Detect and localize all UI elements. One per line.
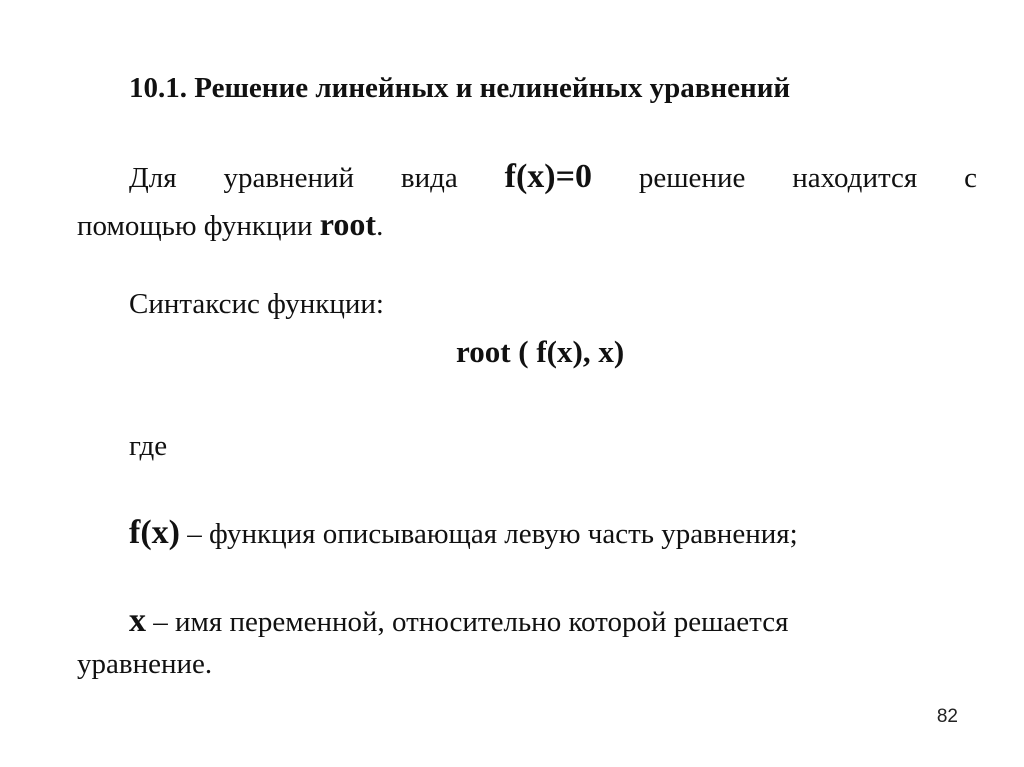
intro-word: решение [638, 162, 746, 194]
syntax-label: Синтаксис функции: [129, 288, 384, 320]
definition-text: – имя переменной, относительно которой решается [146, 606, 789, 638]
function-name: root [319, 206, 377, 242]
definition-term: f(x) [129, 514, 180, 551]
definition-fx [129, 514, 798, 552]
intro-text: помощью функции [77, 210, 320, 242]
definition-text: – функция описывающая левую часть уравнения; [179, 518, 798, 550]
slide-title: 10.1. Решение линейных и нелинейных уравнений [129, 72, 791, 104]
intro-word: уравнений [223, 162, 354, 194]
intro-word: находится [792, 162, 918, 194]
intro-word: вида [400, 162, 458, 194]
intro-period: . [376, 210, 384, 242]
intro-word: Для [129, 162, 177, 194]
definition-x-continuation: уравнение. [77, 648, 213, 680]
intro-line-1 [129, 158, 977, 196]
syntax-code: root ( f(x), x) [456, 334, 625, 369]
intro-line-2 [77, 206, 383, 243]
definition-x [129, 602, 788, 640]
definition-term: x [129, 602, 146, 639]
intro-word: с [964, 162, 977, 194]
where-label: где [129, 430, 168, 462]
equation-formula: f(x)=0 [504, 158, 592, 195]
page-number: 82 [936, 706, 958, 727]
